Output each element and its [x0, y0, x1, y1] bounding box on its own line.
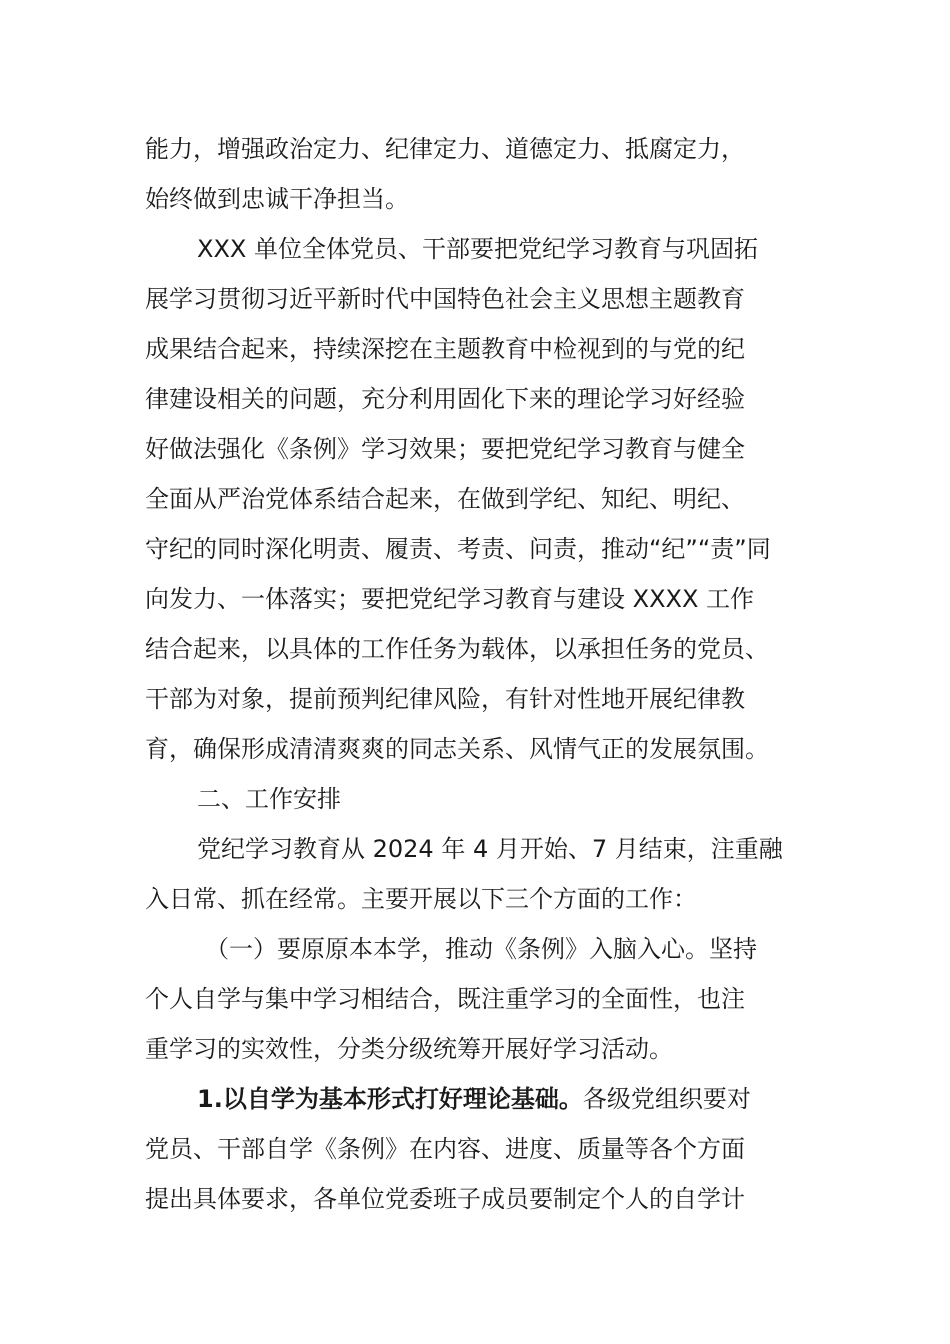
paragraph-line: 育，确保形成清清爽爽的同志关系、风情气正的发展氛围。 [145, 735, 769, 763]
paragraph-line: 守纪的同时深化明责、履责、考责、问责，推动“纪”“责”同 [145, 535, 771, 563]
paragraph-line: 入日常、抓在经常。主要开展以下三个方面的工作： [145, 885, 697, 913]
paragraph-line: 全面从严治党体系结合起来，在做到学纪、知纪、明纪、 [145, 485, 745, 513]
subsection-heading-line: （一）要原原本本学，推动《条例》入脑入心。坚持 [205, 935, 757, 963]
paragraph-line: 干部为对象，提前预判纪律风险，有针对性地开展纪律教 [145, 685, 745, 713]
paragraph-line: 能力，增强政治定力、纪律定力、道德定力、抵腐定力， [145, 135, 745, 163]
paragraph-line: 始终做到忠诚干净担当。 [145, 185, 409, 213]
paragraph-line: 成果结合起来，持续深挖在主题教育中检视到的与党的纪 [145, 335, 745, 363]
paragraph-line: 律建设相关的问题，充分利用固化下来的理论学习好经验 [145, 385, 745, 413]
paragraph-line: 提出具体要求，各单位党委班子成员要制定个人的自学计 [145, 1185, 745, 1213]
document-body [145, 124, 805, 1224]
item-bold-lead: 1.以自学为基本形式打好理论基础。 [197, 1085, 583, 1113]
paragraph-line: 好做法强化《条例》学习效果；要把党纪学习教育与健全 [145, 435, 745, 463]
paragraph-line: 展学习贯彻习近平新时代中国特色社会主义思想主题教育 [145, 285, 745, 313]
paragraph-line: 党纪学习教育从 2024 年 4 月开始、7 月结束，注重融 [197, 835, 783, 863]
paragraph-line: 向发力、一体落实；要把党纪学习教育与建设 XXXX 工作 [145, 585, 755, 613]
paragraph-line: 结合起来，以具体的工作任务为载体，以承担任务的党员、 [145, 635, 769, 663]
paragraph-line: XXX 单位全体党员、干部要把党纪学习教育与巩固拓 [197, 235, 758, 263]
numbered-item-line [145, 1074, 805, 1124]
paragraph-line: 重学习的实效性，分类分级统筹开展好学习活动。 [145, 1035, 673, 1063]
paragraph-line: 个人自学与集中学习相结合，既注重学习的全面性，也注 [145, 985, 745, 1013]
section-heading: 二、工作安排 [197, 785, 341, 813]
paragraph-line: 党员、干部自学《条例》在内容、进度、质量等各个方面 [145, 1135, 745, 1163]
item-text: 各级党组织要对 [582, 1085, 751, 1113]
